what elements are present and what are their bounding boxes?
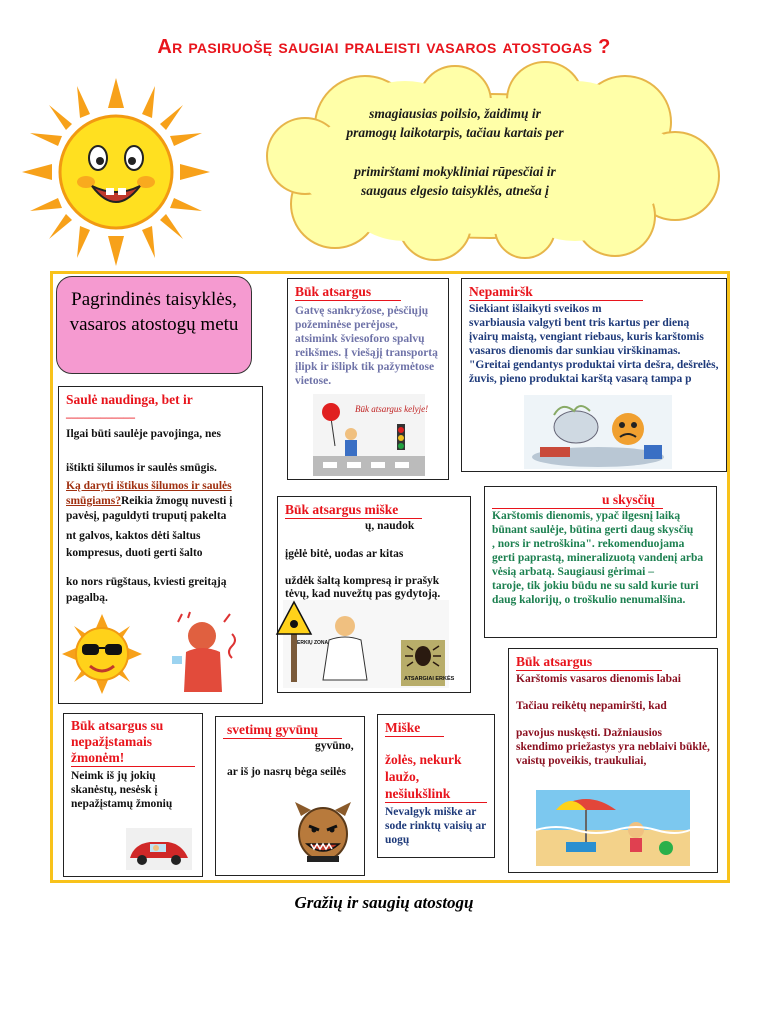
sun-box-blank: ____________ [66, 408, 135, 420]
sunglasses-sun-illustration [62, 614, 262, 694]
cloud-line-3: primirštami mokykliniai rūpesčiai ir [354, 164, 556, 179]
forest-box-l3: uždėk šaltą kompresą ir prašyk tėvų, kad nuvežtų pas gydytoją. [285, 575, 441, 600]
cloud-line-1: smagiausias poilsio, žaidimų ir [369, 106, 541, 121]
sun-box-p3: Reikia žmogų nuvesti į pavėsį, paguldyti truputį pakelta [66, 495, 233, 522]
sun-box-p4: nt galvos, kaktos dėti šaltus kompresus, duoti gerti šalto [66, 530, 203, 559]
sun-illustration [22, 78, 210, 266]
sun-box-heading: Saulė naudinga, bet ir [66, 392, 193, 407]
forest-box-l1: ų, naudok [365, 520, 415, 532]
rules-title-box: Pagrindinės taisyklės, vasaros atostogų metu [56, 276, 252, 374]
forest-box-l2: įgėlė bitė, uodas ar kitas [285, 548, 404, 560]
dog-box-heading: svetimų gyvūnų [223, 722, 342, 739]
cloud-line-2: pramogų laikotarpis, tačiau kartais per [346, 125, 564, 140]
hydration-box [484, 486, 717, 638]
water-box-l2: Tačiau reikėtų nepamiršti, kad [516, 700, 667, 712]
ticks-warning-illustration [283, 600, 455, 688]
ticks-warning-sign: ATSARGIAI ERKĖS [404, 676, 455, 682]
drink-box-text2: , nors ir netroškina". rekomenduojama gerti paprastą, mineralizuotą vandenį arba vėsią arbatą. Saugiausi gėrimai – [492, 538, 704, 578]
forest-box-heading: Būk atsargus miške [285, 502, 422, 519]
woods-box [377, 714, 495, 858]
page-title: Ar pasiruošę saugiai praleisti vasaros atostogas ? [157, 36, 611, 58]
water-box-heading: Būk atsargus [516, 654, 662, 671]
woods-box-text: Nevalgyk miške ar sode rinktų vaisių ar uogų [385, 806, 487, 846]
food-box-text2: svarbiausia valgyti bent tris kartus per dieną įvairų maistą, vengiant riebaus, kuris karštomis vasaros dienomis dar sunkiau virškinamas. "Greitai gendantys produktai virta dešra, dešrelės, žuvis, pieno produktai karštą vasarą tampa p [469, 317, 719, 385]
water-box-l3: pavojus nuskęsti. Dažniausios skendimo priežastys yra neblaivi būklė, vaistų poveikis, traukuliai, [516, 727, 710, 767]
sun-box-link[interactable]: Ką daryti ištikus šilumos ir saulės smūgiams? [66, 480, 232, 507]
water-box-l1: Karštomis vasaros dienomis labai [516, 673, 681, 685]
spoiled-food-illustration [524, 395, 672, 469]
stranger-box-heading: Būk atsargus su nepažįstamais žmonėm! [71, 718, 195, 767]
drink-box-text3: taroje, tik jokiu būdu ne su sald kurie turi daug kalorijų, o troškulio nenumalšina. [492, 580, 699, 606]
sun-box-p2: ištikti šilumos ir saulės smūgis. [66, 462, 217, 474]
dog-box-l1: gyvūno, [315, 740, 354, 752]
beach-illustration [536, 790, 690, 866]
street-box-text: Gatvę sankryžose, pėsčiųjų požeminėse perėjose, atsimink šviesoforo spalvų reikšmes. Į viešąjį transportą įlipk ir išlipk tik pažymėtose vietose. [295, 305, 438, 387]
tick-zone-sign: ERKIŲ ZONA [297, 640, 329, 646]
road-safety-illustration [313, 394, 429, 476]
drink-box-text1: Karštomis dienomis, ypač ilgesnį laiką būnant saulėje, būtina gerti daug skysčių [492, 510, 694, 536]
cloud-line-4: saugaus elgesio taisyklės, atneša į [361, 183, 549, 198]
street-sign-text: Būk atsargus kelyje! [355, 404, 429, 414]
woods-box-heading: Miške [385, 720, 444, 737]
street-box-heading: Būk atsargus [295, 284, 401, 301]
stranger-box-text: Neimk iš jų jokių skanėstų, nesėsk į nepažįstamų žmonių [71, 770, 173, 810]
overheated-man-illustration [172, 612, 235, 692]
cloud-text [300, 104, 610, 200]
car-stranger-illustration [126, 828, 192, 870]
footer-message: Gražių ir saugių atostogų [294, 893, 474, 912]
woods-box-l2: žolės, nekurk laužo, nešiukšlink [385, 751, 487, 803]
food-box-heading: Nepamiršk [469, 284, 643, 301]
sun-box-p5: ko nors rūgštaus, kviesti greitąją pagalbą. [66, 576, 227, 604]
angry-dog-illustration [289, 800, 357, 866]
dog-box-l2: ar iš jo nasrų bėga seilės [227, 766, 346, 778]
sun-box-p1: Ilgai būti saulėje pavojinga, nes [66, 428, 221, 440]
food-box-text1: Siekiant išlaikyti sveikos m [469, 303, 602, 315]
drink-box-heading: u skysčių [492, 492, 663, 509]
